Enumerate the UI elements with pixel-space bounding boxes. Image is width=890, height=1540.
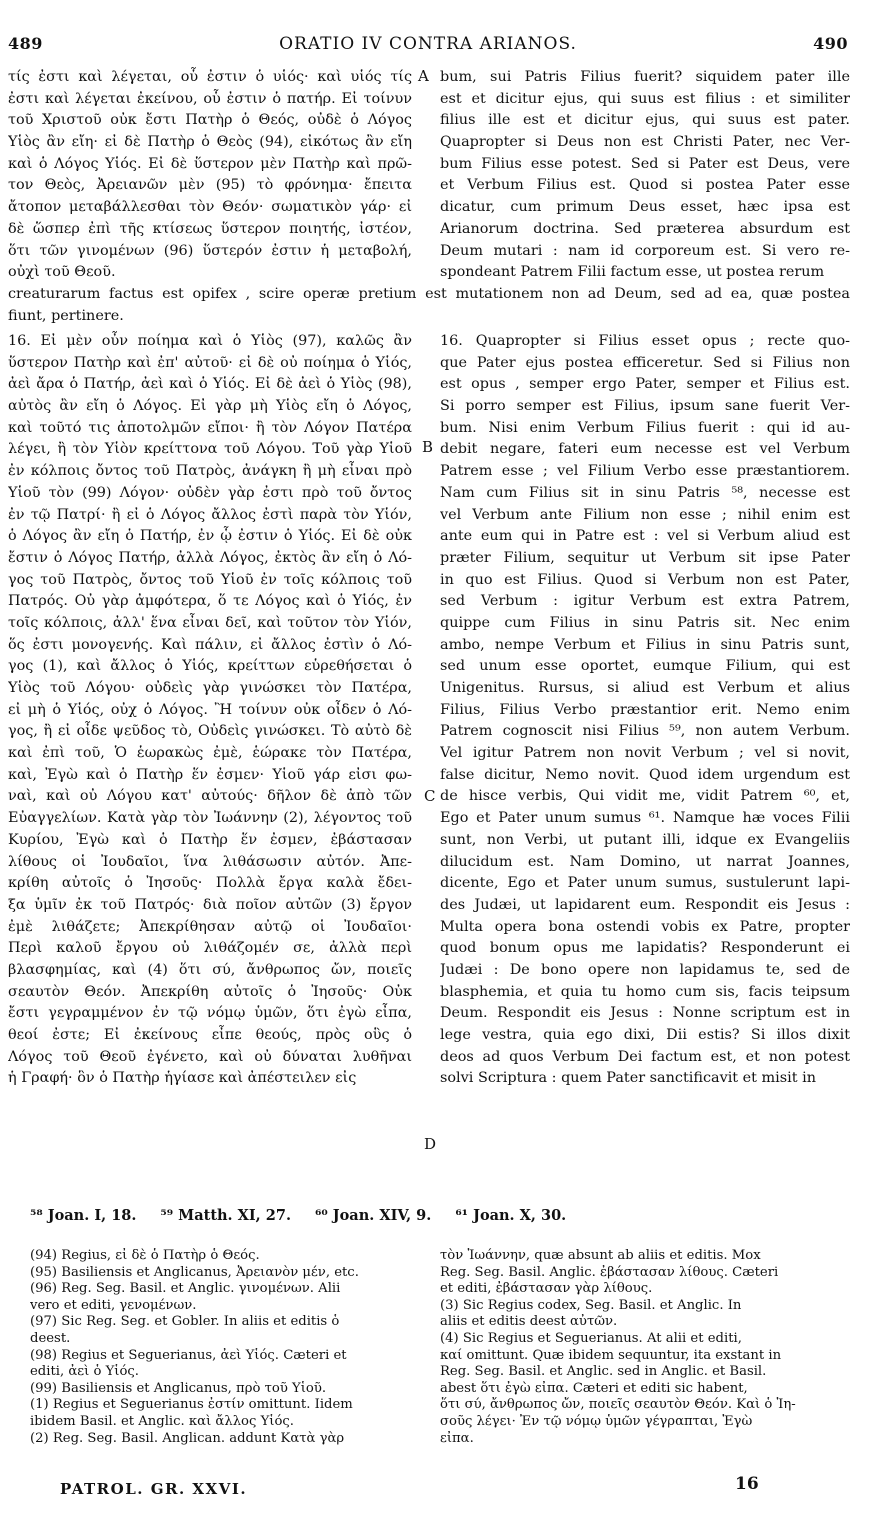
greek-text-line: ὅς ἐστι μονογενής. Καὶ πάλιν, εἰ ἄλλος ἐστὶν ὁ Λό- [8,636,412,653]
greek-text-line: εἰ μὴ ὁ Υἱός, οὐχ ὁ Λόγος. Ἢ τοίνυν οὐκ οἶδεν ὁ Λό- [8,701,412,718]
greek-text-line: ὅτι τῶν γινομένων (96) ὕστερόν ἐστιν ἡ μεταβολή, [8,242,412,259]
greek-text-line: καὶ τοῦτό τις ἀποτολμῶν εἴποι· ἢ τὸν Λόγον Πατέρα [8,419,412,436]
footnote-line: Reg. Seg. Basil. Anglic. ἐβάστασαν λίθους. Cæteri [440,1264,779,1280]
footnote-line: aliis et editis deest αὐτῶν. [440,1314,618,1330]
greek-text-line: ἡ Γραφή· ὃν ὁ Πατὴρ ἡγίασε καὶ ἀπέστειλεν εἰς [8,1070,357,1087]
greek-text-line: βλασφημίας, καὶ (4) ὅτι σύ, ἄνθρωπος ὤν, ποιεῖς [8,961,412,978]
greek-text-line: θεοί ἐστε; Εἰ ἐκείνους εἶπε θεούς, πρὸς οὓς ὁ [8,1027,412,1043]
footnotes-right [440,1248,850,1447]
latin-text-line: filius ille est et dicitur ejus, qui suus est pater. [440,112,850,129]
footnote-line: καί omittunt. Quæ ibidem sequuntur, ita exstant in [440,1347,782,1363]
greek-text-line: ἐμὲ λιθάζετε; Ἀπεκρίθησαν αὐτῷ οἱ Ἰουδαῖοι· [8,918,412,935]
greek-text-line: τοῦ Χριστοῦ οὐκ ἔστι Πατὴρ ὁ Θεός, οὐδὲ ὁ Λόγος [8,112,412,129]
latin-text-line: Nam cum Filius sit in sinu Patris ⁵⁸, necesse est [440,484,850,501]
scripture-ref: ⁵⁸ Joan. I, 18. [30,1207,137,1224]
footnotes-left [30,1248,422,1447]
bridge-line: creaturarum factus est opifex , scire operæ pretium est mutationem non ad Deum, sed ad ea, quæ postea [8,286,850,302]
greek-text-line: Πατρός. Οὐ γὰρ ἀμφότερα, ὅ τε Λόγος καὶ ὁ Υἱός, ἐν [8,593,412,610]
latin-text-line: false dicitur, Nemo novit. Quod idem urgendum est [440,766,850,783]
greek-text-line: ἄτοπον μεταβάλλεσθαι τὸν Θεόν· σωματικὸν γάρ· εἰ [8,199,412,216]
latin-text-line: sunt, non Verbi, ut putant illi, idque ex Evangeliis [440,831,850,848]
greek-text-line: ἐν κόλποις ὄντος τοῦ Πατρὸς, ἀνάγκη ἢ μὴ εἶναι πρὸ [8,463,412,480]
footnote-line: Reg. Seg. Basil. et Anglic. sed in Anglic. et Basil. [440,1364,767,1380]
latin-text-line: præter Filium, sequitur ut Verbum sit ipse Pater [440,549,850,566]
latin-text-line: Ego et Pater unum sumus ⁶¹. Namque hæ voces Filii [440,810,850,827]
greek-text-line: Υἱὸς τοῦ Λόγου· οὐδεὶς γὰρ γινώσκει τὸν Πατέρα, [8,680,412,696]
greek-text-line: ἐν τῷ Πατρί· ἢ εἰ ὁ Λόγος ἄλλος ἐστὶ παρὰ τὸν Υἱόν, [8,506,412,523]
greek-text-line: Υἱὸς ἂν εἴη· εἰ δὲ Πατὴρ ὁ Θεὸς (94), εἰκότως ἂν εἴη [8,134,412,151]
footnote-line: deest. [30,1330,71,1346]
footnote-line: εἶπα. [440,1430,474,1446]
latin-text-line: bum, sui Patris Filius fuerit? siquidem pater ille [440,69,850,85]
latin-text-line: Multa opera bona ostendi vobis ex Patre, propter [440,918,850,935]
greek-text-line: δὲ ὥσπερ ἐπὶ τῆς κτίσεως ὕστερον ποιητής, ἰστέον, [8,220,412,237]
footnote-line: (4) Sic Regius et Seguerianus. At alii et editi, [440,1330,742,1346]
latin-column-main [440,331,850,1090]
greek-text-line: οὐχὶ τοῦ Θεοῦ. [8,264,116,281]
footnote-line: et editi, ἐβάστασαν γὰρ λίθους. [440,1281,653,1297]
footnote-line: ibidem Basil. et Anglic. καὶ ἄλλος Υἱός. [30,1413,294,1429]
greek-text-line: τίς ἐστι καὶ λέγεται, οὗ ἐστιν ὁ υἱός· καὶ υἱός τίς [8,69,412,85]
greek-text-line: σεαυτὸν Θεόν. Ἀπεκρίθη αὐτοῖς ὁ Ἰησοῦς· Οὐκ [8,983,412,1000]
greek-text-line: Υἱοῦ τὸν (99) Λόγον· οὐδὲν γὰρ ἐστι πρὸ τοῦ ὄντος [8,484,412,501]
greek-text-line: γος τοῦ Πατρὸς, ὄντος τοῦ Υἱοῦ ἐν τοῖς κόλποις τοῦ [8,571,412,588]
latin-text-line: Deum. Respondit eis Jesus : Nonne scriptum est in [440,1005,850,1022]
latin-text-line: Arianorum doctrina. Sed præterea absurdum est [440,220,850,237]
latin-text-line: est opus , semper ergo Pater, semper et Filius est. [440,376,850,393]
scripture-references [30,1207,850,1224]
latin-text-line: blasphemia, et quia tu homo cum sis, facis teipsum [440,983,850,1000]
latin-text-line: quippe cum Filius in sinu Patris sit. Nec enim [440,614,850,631]
latin-text-line: ante eum qui in Patre est : vel si Verbum aliud est [440,528,850,545]
greek-text-line: καὶ ἐπὶ τοῦ, Ὁ ἑωρακὼς ἐμὲ, ἑώρακε τὸν Πατέρα, [8,745,412,762]
latin-text-line: est et dicitur ejus, qui suus est filius : et similiter [440,90,850,107]
latin-text-line: Si porro semper est Filius, ipsum sane fuerit Ver- [440,398,850,415]
margin-letter-b: B [422,438,434,456]
greek-text-line: λέγει, ἢ τὸν Υἱὸν κρείττονα τοῦ Λόγου. Τοῦ γὰρ Υἱοῦ [8,441,412,458]
latin-text-line: Filius, Filius Verbo præstantior erit. Nemo enim [440,701,850,718]
greek-text-line: λίθους οἱ Ἰουδαῖοι, ἵνα λιθάσωσιν αὐτόν. Ἀπε- [8,853,412,870]
latin-text-line: Patrem cognoscit nisi Filius ⁵⁹, non autem Verbum. [440,723,850,740]
footnote-line: (94) Regius, εἰ δὲ ὁ Πατὴρ ὁ Θεός. [30,1248,260,1263]
latin-text-line: debit negare, fateri eum necesse est vel Verbum [440,441,850,458]
latin-text-line: lege vestra, quia ego dixi, Dii estis? Si illos dixit [440,1027,850,1043]
latin-text-line: Unigenitus. Rursus, si aliud est Verbum et alius [440,680,850,696]
latin-text-line: des Judæi, ut lapidarent eum. Respondit eis Jesus : [440,896,850,913]
greek-column-main [8,331,412,1090]
footnote-line: ὅτι σύ, ἄνθρωπος ὤν, ποιεῖς σεαυτὸν Θεόν. Καὶ ὁ Ἰη- [440,1397,796,1413]
greek-text-line: Εὐαγγελίων. Κατὰ γὰρ τὸν Ἰωάννην (2), λέγοντος τοῦ [8,810,412,827]
margin-letter-c: C [424,787,436,805]
greek-text-line: καὶ, Ἐγὼ καὶ ὁ Πατὴρ ἕν ἐσμεν· Υἱοῦ γάρ εἰσι φω- [8,766,412,783]
latin-text-line: spondeant Patrem Filii factum esse, ut postea rerum [440,264,825,281]
latin-text-line: deos ad quos Verbum Dei factum est, et non potest [440,1048,850,1065]
latin-text-line: vel Verbum ante Filium non esse ; nihil enim est [440,506,850,523]
greek-text-line: κρίθη αὐτοῖς ὁ Ἰησοῦς· Πολλὰ ἔργα καλὰ ἔδει- [8,875,412,892]
greek-text-line: ἐστι καὶ λέγεται ἐκείνου, οὗ ἐστιν ὁ πατήρ. Εἰ τοίνυν [8,90,412,107]
latin-text-line: 16. Quapropter si Filius esset opus ; recte quo- [440,333,850,349]
greek-text-line: ἀεὶ ἄρα ὁ Πατήρ, ἀεὶ καὶ ὁ Υἱός. Εἰ δὲ ἀεὶ ὁ Υἱὸς (98), [8,376,412,393]
latin-text-line: sed Verbum : igitur Verbum est extra Patrem, [440,593,850,610]
signature-number: 16 [735,1474,759,1494]
latin-text-line: de hisce verbis, Qui vidit me, vidit Patrem ⁶⁰, et, [440,788,850,805]
latin-text-line: sed unum esse oportet, eumque Filium, qui est [440,658,850,675]
greek-text-line: 16. Εἰ μὲν οὖν ποίημα καὶ ὁ Υἱὸς (97), καλῶς ἂν [8,333,412,349]
scripture-ref: ⁵⁹ Matth. XI, 27. [160,1207,292,1224]
footnote-line: (95) Basiliensis et Anglicanus, Ἀρειανὸν μέν, etc. [30,1264,359,1280]
latin-text-line: ambo, nempe Verbum et Filius in sinu Patris sunt, [440,636,850,653]
latin-text-line: que Pater ejus postea efficeretur. Sed si Filius non [440,354,850,371]
latin-text-line: dicente, Ego et Pater unum sumus, sustulerunt lapi- [440,875,850,892]
greek-text-line: ξα ὑμῖν ἐκ τοῦ Πατρός· διὰ ποῖον αὐτῶν (3) ἔργον [8,896,412,913]
bridge-line: fiunt, pertinere. [8,308,124,324]
page-number-right: 490 [813,34,848,53]
margin-letter-a: A [418,67,429,85]
greek-text-line: ναὶ, καὶ οὐ Λόγου κατ' αὐτούς· δῆλον δὲ ἀπὸ τῶν [8,788,412,805]
page-number-left: 489 [8,34,43,53]
footnote-line: σοῦς λέγει· Ἐν τῷ νόμῳ ὑμῶν γέγραπται, Ἐγὼ [440,1413,753,1429]
printer-signature: PATROL. GR. XXVI. [60,1480,248,1498]
greek-text-line: αὐτὸς ἂν εἴη ὁ Λόγος. Εἰ γὰρ μὴ Υἱὸς εἴη ὁ Λόγος, [8,398,412,415]
footnote-line: (1) Regius et Seguerianus ἐστίν omittunt. Iidem [30,1397,353,1413]
greek-text-line: γος (1), καὶ ἄλλος ὁ Υἱός, κρείττων εὑρεθήσεται ὁ [8,658,412,675]
footnote-line: (3) Sic Regius codex, Seg. Basil. et Anglic. In [440,1297,742,1313]
latin-text-line: dilucidum est. Nam Domino, ut narrat Joannes, [440,853,850,870]
footnote-line: abest ὅτι ἐγὼ εἶπα. Cæteri et editi sic habent, [440,1380,748,1396]
greek-text-line: ἔστι γεγραμμένον ἐν τῷ νόμῳ ὑμῶν, ὅτι ἐγὼ εἶπα, [8,1005,412,1022]
footnote-line: (96) Reg. Seg. Basil. et Anglic. γινομένων. Alii [30,1281,341,1297]
greek-text-line: καὶ ὁ Λόγος Υἱός. Εἰ δὲ ὕστερον μὲν Πατὴρ καὶ πρῶ- [8,155,412,172]
footnote-line: vero et editi, γενομένων. [30,1297,197,1313]
greek-text-line: ὁ Λόγος ἂν εἴη ὁ Πατήρ, ἐν ᾧ ἐστιν ὁ Υἱός. Εἰ δὲ οὐκ [8,528,412,545]
greek-text-line: τοῖς κόλποις, ἀλλ' ἕνα εἶναι δεῖ, καὶ τοῦτον τὸν Υἱόν, [8,614,412,631]
latin-text-line: Deum mutari : nam id corporeum est. Si vero re- [440,242,850,259]
greek-column-top [8,67,412,284]
scripture-ref: ⁶⁰ Joan. XIV, 9. [315,1207,432,1224]
greek-text-line: Περὶ καλοῦ ἔργου οὐ λιθάζομέν σε, ἀλλὰ περὶ [8,940,412,957]
footnote-line: (98) Regius et Seguerianus, ἀεὶ Υἱός. Cæteri et [30,1347,347,1363]
footnote-line: τὸν Ἰωάννην, quæ absunt ab aliis et editis. Mox [440,1248,761,1263]
latin-text-line: quod bonum opus me lapidatis? Responderunt ei [440,940,850,957]
footnote-line: (2) Reg. Seg. Basil. Anglican. addunt Κατὰ γὰρ [30,1430,345,1446]
latin-text-line: solvi Scriptura : quem Pater sanctificavit et misit in [440,1070,817,1087]
latin-text-line: bum. Nisi enim Verbum Filius fuerit : qui id au- [440,419,850,436]
scripture-ref: ⁶¹ Joan. X, 30. [455,1207,567,1224]
greek-text-line: τον Θεὸς, Ἀρειανῶν μὲν (95) τὸ φρόνημα· ἔπειτα [8,177,412,194]
margin-letter-d: D [424,1135,437,1153]
greek-text-line: ἔστιν ὁ Λόγος Πατήρ, ἀλλὰ Λόγος, ἐκτὸς ἂν εἴη ὁ Λό- [8,549,412,566]
greek-text-line: Κυρίου, Ἐγὼ καὶ ὁ Πατὴρ ἕν ἐσμεν, ἐβάστασαν [8,831,412,848]
greek-text-line: Λόγος τοῦ Θεοῦ ἐγένετο, καὶ οὐ δύναται λυθῆναι [8,1048,412,1065]
footnote-line: (99) Basiliensis et Anglicanus, πρὸ τοῦ Υἱοῦ. [30,1380,327,1396]
running-header [8,34,848,58]
latin-text-line: Vel igitur Patrem non novit Verbum ; vel si novit, [440,745,850,762]
latin-text-line: Patrem esse ; vel Filium Verbo esse præstantiorem. [440,463,850,480]
footnote-line: (97) Sic Reg. Seg. et Gobler. In aliis et editis ὁ [30,1314,340,1330]
footnote-line: editi, ἀεὶ ὁ Υἱός. [30,1364,139,1380]
latin-text-line: dicatur, cum primum Deus esset, hæc ipsa est [440,199,850,216]
latin-text-line: in quo est Filius. Quod si Verbum non est Pater, [440,571,850,588]
running-title: ORATIO IV CONTRA ARIANOS. [279,34,577,54]
latin-text-line: Judæi : De bono opere non lapidamus te, sed de [440,961,850,978]
latin-text-line: et Verbum Filius est. Quod si postea Pater esse [440,177,850,194]
greek-text-line: γος, ἢ εἰ οἶδε ψεῦδος τὸ, Οὐδεὶς γινώσκει. Τὸ αὐτὸ δὲ [8,723,412,740]
greek-text-line: ὕστερον Πατὴρ καὶ ἐπ' αὐτοῦ· εἰ δὲ οὐ ποίημα ὁ Υἱός, [8,354,412,371]
latin-text-line: Quapropter si Deus non est Christi Pater, nec Ver- [440,134,850,151]
latin-text-line: bum Filius esse potest. Sed si Pater est Deus, vere [440,155,850,172]
latin-column-top [440,67,850,284]
